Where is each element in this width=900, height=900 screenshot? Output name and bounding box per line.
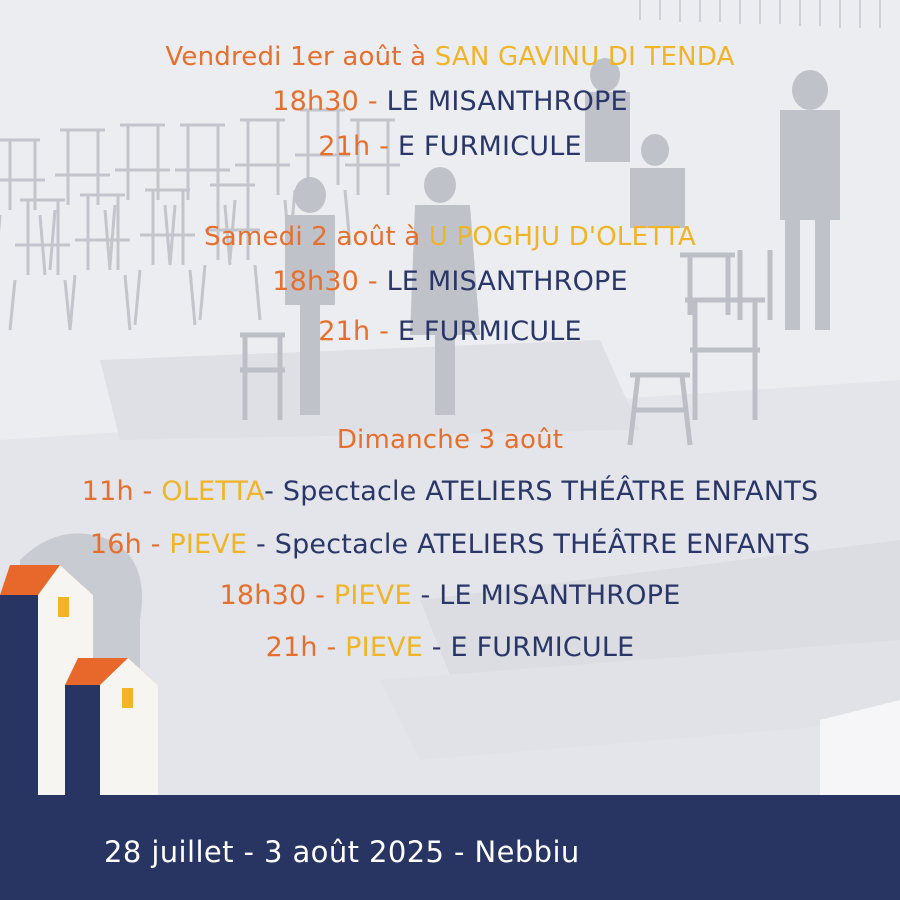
event-title: LE MISANTHROPE	[386, 266, 628, 297]
day1-event-1	[0, 84, 900, 120]
footer-date-range: 28 juillet - 3 août 2025 - Nebbiu	[104, 835, 580, 869]
event-separator: -	[423, 632, 451, 663]
event-time: 16h -	[89, 529, 170, 560]
day1-place: SAN GAVINU DI TENDA	[434, 42, 735, 72]
event-time: 21h -	[265, 632, 346, 663]
event-title: Spectacle ATELIERS THÉÂTRE ENFANTS	[282, 476, 819, 507]
event-time: 18h30 -	[272, 266, 387, 297]
day3-event-2	[0, 527, 900, 563]
event-separator: -	[264, 476, 283, 507]
event-separator: -	[247, 529, 275, 560]
day2-event-2	[0, 314, 900, 350]
day2-place: U POGHJU D'OLETTA	[428, 222, 696, 252]
day3-heading	[0, 422, 900, 458]
event-time: 21h -	[318, 316, 398, 347]
event-time: 18h30 -	[272, 86, 387, 117]
event-title: LE MISANTHROPE	[439, 580, 681, 611]
event-time: 18h30 -	[219, 580, 334, 611]
event-place: PIEVE	[345, 632, 424, 663]
day3-event-1	[0, 474, 900, 510]
event-title: E FURMICULE	[450, 632, 635, 663]
day3-heading-text: Dimanche 3 août	[336, 425, 564, 455]
day3-event-4	[0, 630, 900, 666]
event-title: E FURMICULE	[397, 316, 582, 347]
event-title: LE MISANTHROPE	[386, 86, 628, 117]
event-place: PIEVE	[333, 580, 412, 611]
event-place: OLETTA	[161, 476, 265, 507]
day2-event-1	[0, 264, 900, 300]
day2-heading	[0, 219, 900, 255]
event-time: 11h -	[81, 476, 162, 507]
event-title: E FURMICULE	[397, 131, 582, 162]
event-separator: -	[411, 580, 440, 611]
day1-event-2	[0, 129, 900, 165]
day1-heading-text: Vendredi 1er août à	[165, 42, 435, 72]
event-place: PIEVE	[169, 529, 248, 560]
event-title: Spectacle ATELIERS THÉÂTRE ENFANTS	[274, 529, 811, 560]
day1-heading	[0, 39, 900, 75]
event-time: 21h -	[318, 131, 398, 162]
day3-event-3	[0, 578, 900, 614]
day2-heading-text: Samedi 2 août à	[204, 222, 429, 252]
